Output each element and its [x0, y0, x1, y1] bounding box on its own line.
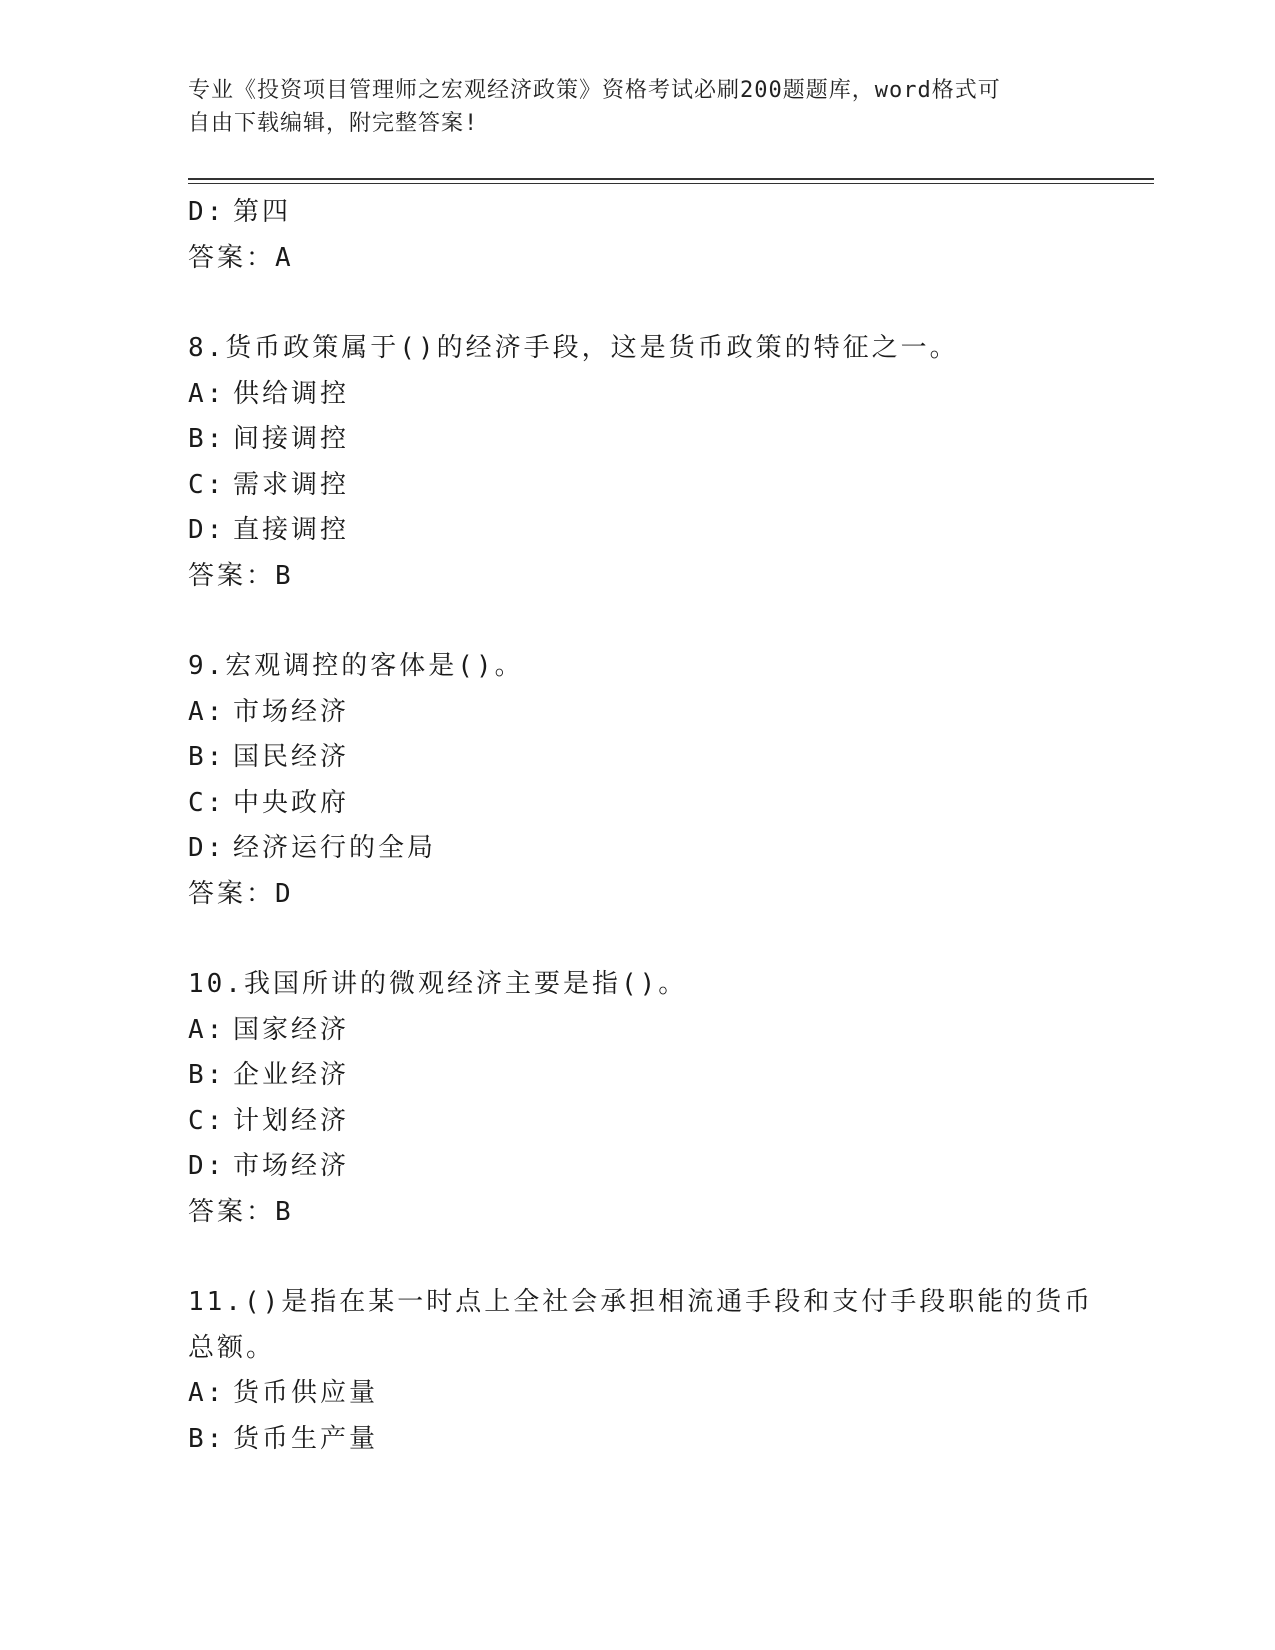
header-line-2: 自由下载编辑，附完整答案! [188, 111, 479, 136]
option-b [188, 735, 1088, 781]
option-label: D: [188, 833, 226, 863]
option-label: C: [188, 469, 226, 500]
option-a [188, 690, 1088, 736]
answer: 答案：A [188, 242, 294, 273]
option-label: B: [188, 742, 226, 772]
option-d [188, 508, 1088, 554]
option-c [188, 781, 1088, 827]
option-c [188, 1099, 1088, 1145]
question-stem: 9.宏观调控的客体是()。 [188, 651, 524, 681]
option-d [188, 826, 1088, 872]
option-text: 供给调控 [233, 378, 350, 409]
question-stem-line-1: 11.()是指在某一时点上全社会承担相流通手段和支付手段职能的货币 [188, 1287, 1094, 1317]
option-c [188, 463, 1088, 509]
option-text: 市场经济 [233, 1151, 350, 1181]
option-label: D: [188, 515, 226, 545]
option-text: 企业经济 [233, 1060, 350, 1090]
option-a [188, 372, 1088, 418]
document-header [188, 74, 1068, 140]
header-divider-thin [188, 183, 1154, 184]
answer: 答案：B [188, 560, 294, 591]
option-text: 直接调控 [233, 515, 350, 545]
answer: 答案：D [188, 878, 294, 909]
option-label: D: [188, 197, 226, 227]
option-b [188, 1053, 1088, 1099]
option-label: B: [188, 1060, 226, 1090]
option-b [188, 1417, 1088, 1463]
option-text: 国民经济 [233, 742, 350, 772]
header-divider-thick [188, 178, 1154, 180]
option-label: B: [188, 424, 226, 454]
option-d [188, 1144, 1088, 1190]
option-text: 经济运行的全局 [233, 833, 437, 863]
question-stem-line-2: 总额。 [188, 1332, 276, 1363]
option-label: A: [188, 1014, 226, 1045]
option-text: 国家经济 [233, 1014, 350, 1045]
option-text: 中央政府 [233, 787, 350, 818]
option-label: C: [188, 1105, 226, 1136]
option-b [188, 417, 1088, 463]
question-stem: 10.我国所讲的微观经济主要是指()。 [188, 969, 688, 999]
question-list [188, 190, 1094, 1462]
option-label: B: [188, 1423, 226, 1454]
option-text: 货币供应量 [233, 1378, 379, 1408]
option-a [188, 1371, 1088, 1417]
option-text: 市场经济 [233, 696, 350, 727]
option-text: 需求调控 [233, 469, 350, 500]
answer: 答案：B [188, 1196, 294, 1227]
option-a [188, 1008, 1088, 1054]
option-label: A: [188, 1378, 226, 1408]
option-text: 货币生产量 [233, 1423, 379, 1454]
option-text: 第四 [233, 197, 292, 227]
header-line-1: 专业《投资项目管理师之宏观经济政策》资格考试必刷200题题库，word格式可 [188, 78, 1001, 103]
option-text: 计划经济 [233, 1105, 350, 1136]
question-stem: 8.货币政策属于()的经济手段，这是货币政策的特征之一。 [188, 333, 959, 363]
option-label: A: [188, 696, 226, 727]
option-label: C: [188, 787, 226, 818]
option-text: 间接调控 [233, 424, 350, 454]
option-label: A: [188, 378, 226, 409]
option-label: D: [188, 1151, 226, 1181]
option-d [188, 190, 1088, 236]
